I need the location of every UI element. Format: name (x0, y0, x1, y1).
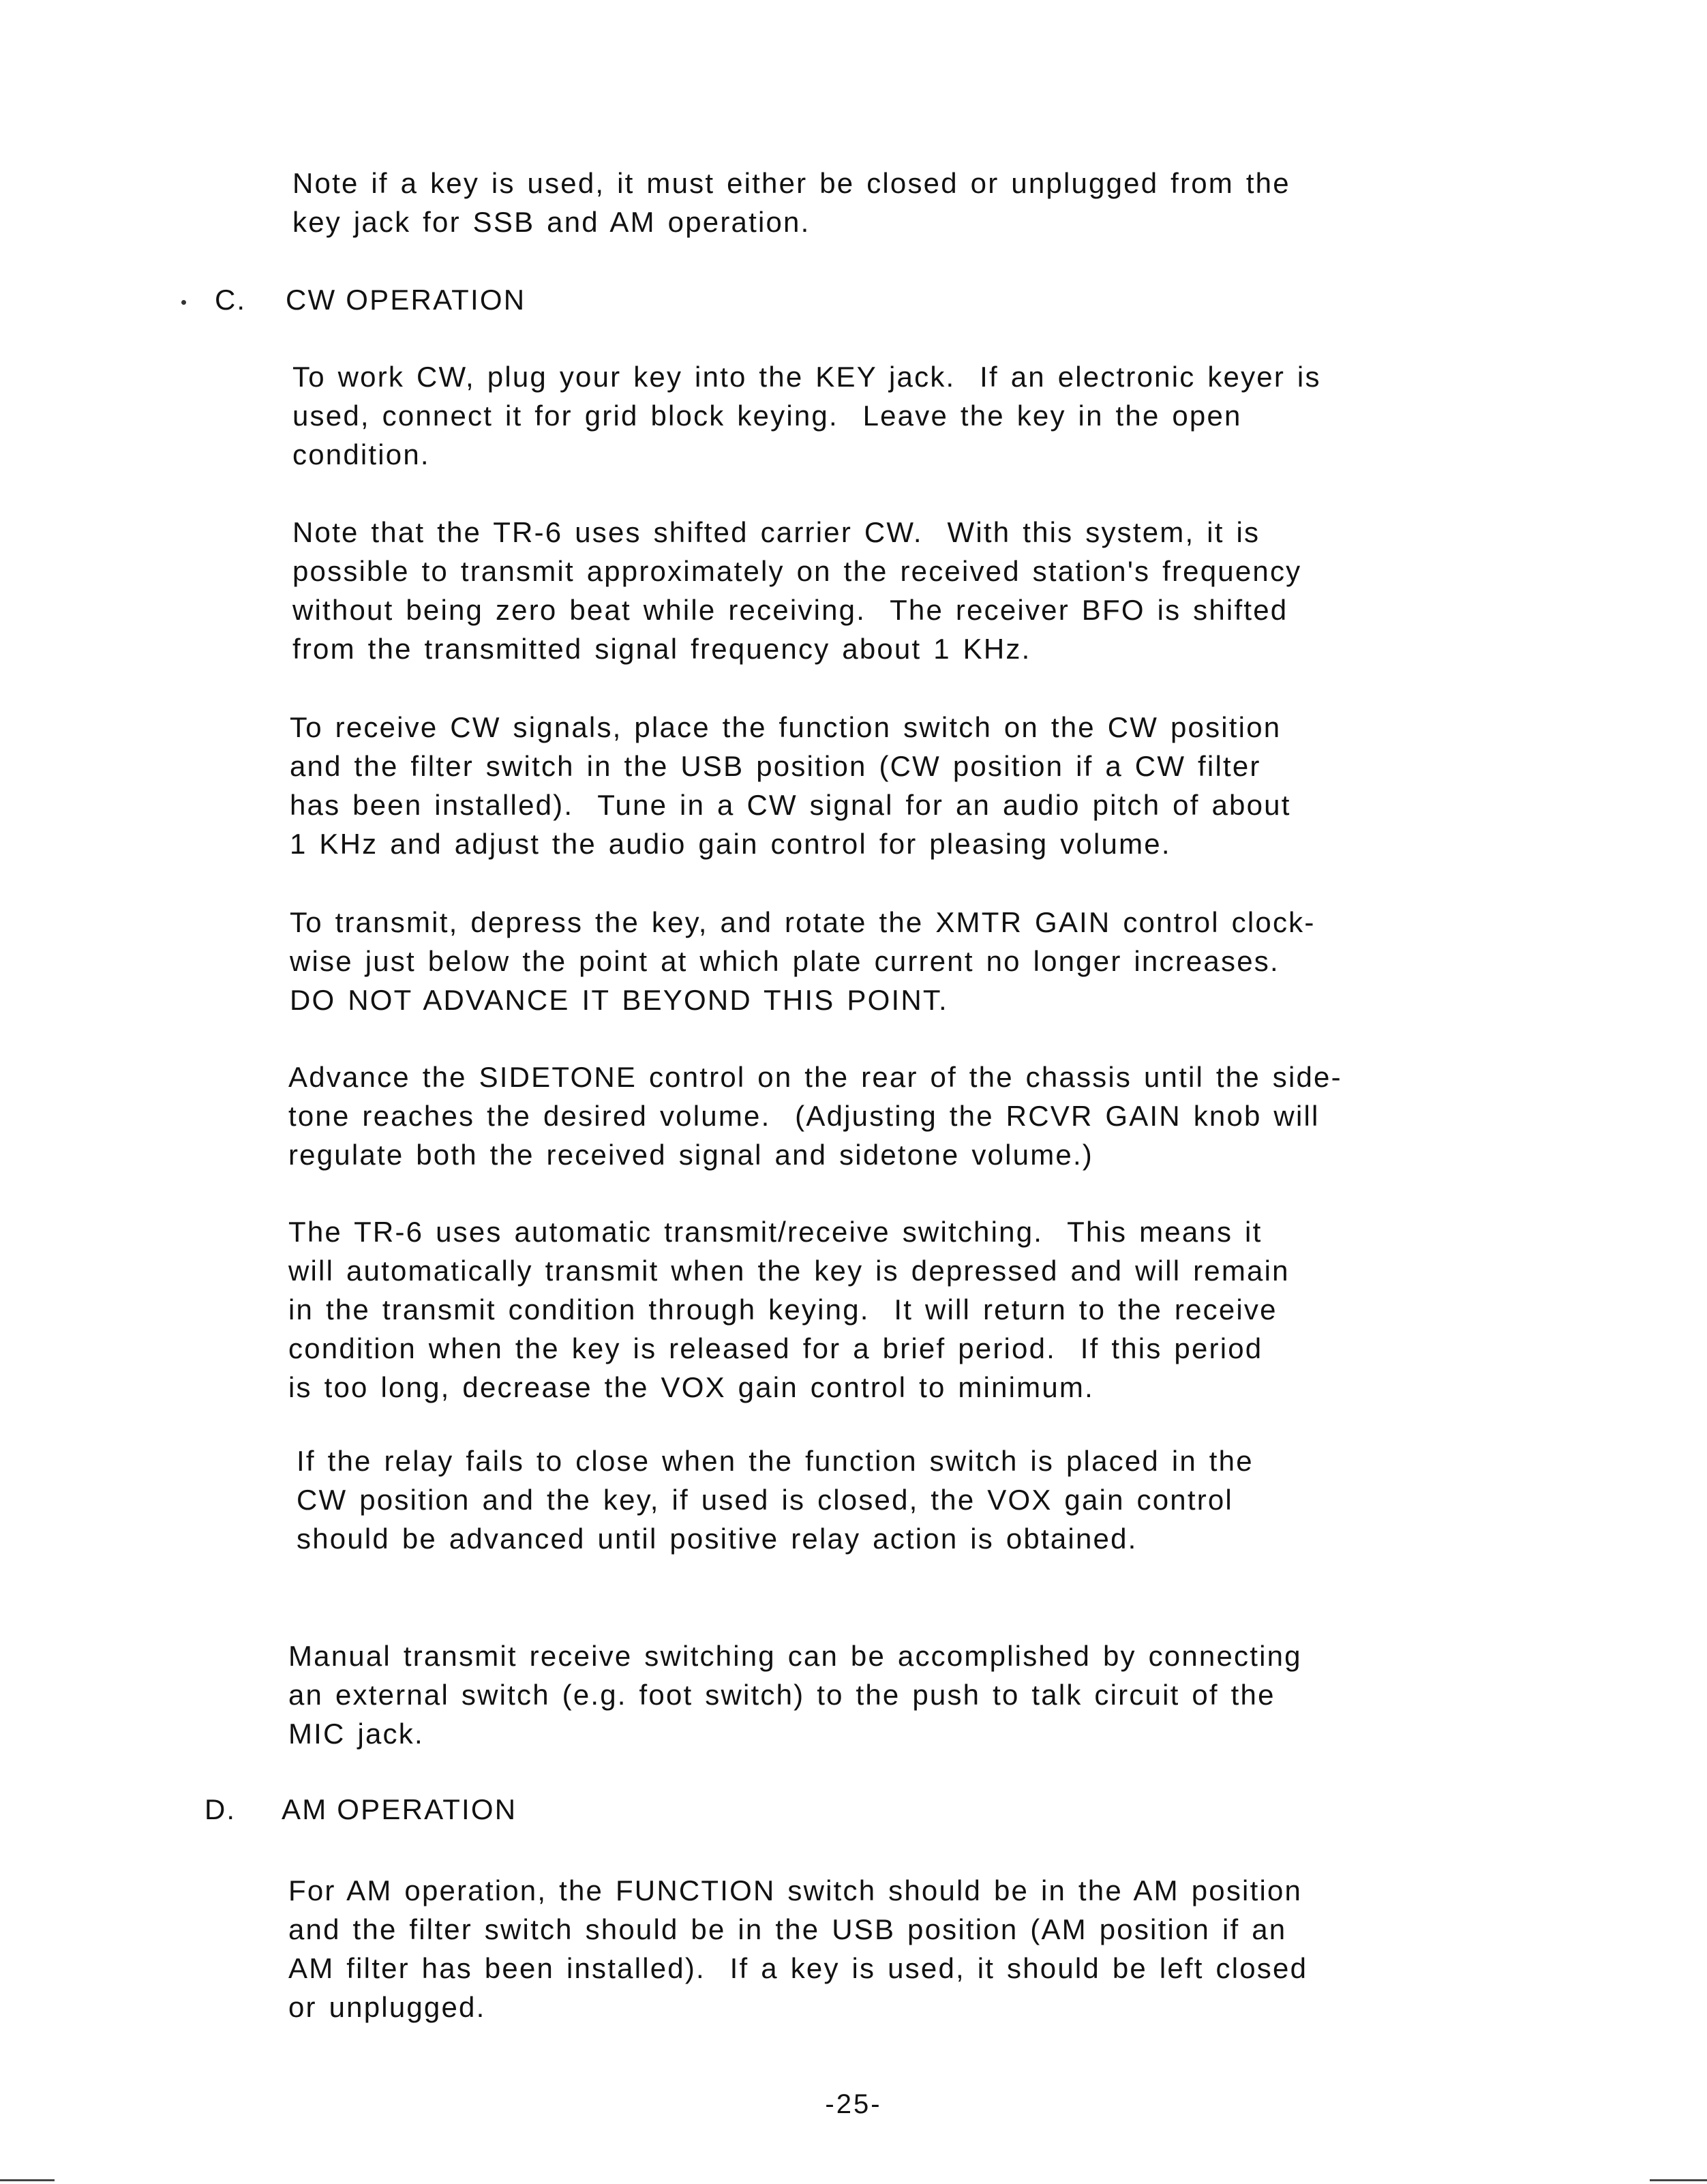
text-line: The TR-6 uses automatic transmit/receive switching. This means it (288, 1216, 1263, 1248)
text-line: MIC jack. (288, 1718, 424, 1750)
text-line: 1 KHz and adjust the audio gain control for pleasing volume. (290, 828, 1171, 860)
text-line: will automatically transmit when the key is depressed and will remain (288, 1255, 1290, 1287)
scan-edge (0, 2179, 55, 2181)
paragraph-sidetone (288, 1058, 1342, 1174)
text-line: in the transmit condition through keying. It will return to the receive (288, 1293, 1278, 1326)
paragraph-key-note (292, 164, 1290, 241)
paragraph-cw-key (292, 357, 1321, 474)
text-line: For AM operation, the FUNCTION switch should be in the AM position (288, 1874, 1303, 1906)
paragraph-shifted-carrier (292, 513, 1301, 668)
text-line: and the filter switch should be in the USB position (AM position if an (288, 1913, 1287, 1945)
text-line: condition. (292, 438, 430, 470)
text-line: Note if a key is used, it must either be closed or unplugged from the (292, 167, 1290, 199)
scan-edge (1650, 2179, 1707, 2181)
paragraph-tr-switching (288, 1212, 1290, 1407)
paragraph-transmit (290, 903, 1316, 1019)
text-line: DO NOT ADVANCE IT BEYOND THIS POINT. (290, 984, 948, 1016)
text-line: has been installed). Tune in a CW signal for an audio pitch of about (290, 789, 1291, 821)
text-line: is too long, decrease the VOX gain control to minimum. (288, 1371, 1094, 1403)
text-line: CW position and the key, if used is closed, the VOX gain control (297, 1484, 1233, 1516)
text-line: an external switch (e.g. foot switch) to the push to talk circuit of the (288, 1679, 1275, 1711)
text-line: without being zero beat while receiving. The receiver BFO is shifted (292, 594, 1288, 626)
text-line: Advance the SIDETONE control on the rear of the chassis until the side- (288, 1061, 1342, 1093)
paragraph-am-operation (288, 1871, 1308, 2026)
text-line: To work CW, plug your key into the KEY jack. If an electronic keyer is (292, 361, 1321, 393)
text-line: should be advanced until positive relay action is obtained. (297, 1523, 1138, 1555)
text-line: AM filter has been installed). If a key is used, it should be left closed (288, 1952, 1308, 1984)
text-line: from the transmitted signal frequency about 1 KHz. (292, 633, 1031, 665)
paragraph-relay (297, 1441, 1254, 1558)
text-line: possible to transmit approximately on the received station's frequency (292, 555, 1302, 587)
text-line: key jack for SSB and AM operation. (292, 206, 811, 238)
text-line: To receive CW signals, place the function switch on the CW position (290, 711, 1282, 743)
text-line: regulate both the received signal and sidetone volume.) (288, 1139, 1093, 1171)
text-line: Manual transmit receive switching can be accomplished by connecting (288, 1640, 1302, 1672)
text-line: wise just below the point at which plate current no longer increases. (290, 945, 1280, 977)
section-d-heading: AM OPERATION (282, 1793, 517, 1825)
text-line: condition when the key is released for a brief period. If this period (288, 1332, 1263, 1364)
margin-mark (181, 300, 186, 305)
text-line: Note that the TR-6 uses shifted carrier CW. With this system, it is (292, 516, 1260, 548)
page-number: -25- (825, 2089, 882, 2119)
text-line: used, connect it for grid block keying. Leave the key in the open (292, 400, 1242, 432)
section-c-heading: CW OPERATION (286, 284, 526, 316)
section-d-letter: D. (205, 1793, 236, 1825)
text-line: or unplugged. (288, 1991, 486, 2023)
text-line: tone reaches the desired volume. (Adjusting the RCVR GAIN knob will (288, 1100, 1320, 1132)
paragraph-receive-cw (290, 708, 1291, 863)
text-line: If the relay fails to close when the function switch is placed in the (297, 1445, 1254, 1477)
paragraph-manual-switching (288, 1636, 1302, 1753)
text-line: To transmit, depress the key, and rotate the XMTR GAIN control clock- (290, 906, 1316, 938)
text-line: and the filter switch in the USB position (CW position if a CW filter (290, 750, 1261, 782)
section-c-letter: C. (215, 284, 246, 316)
